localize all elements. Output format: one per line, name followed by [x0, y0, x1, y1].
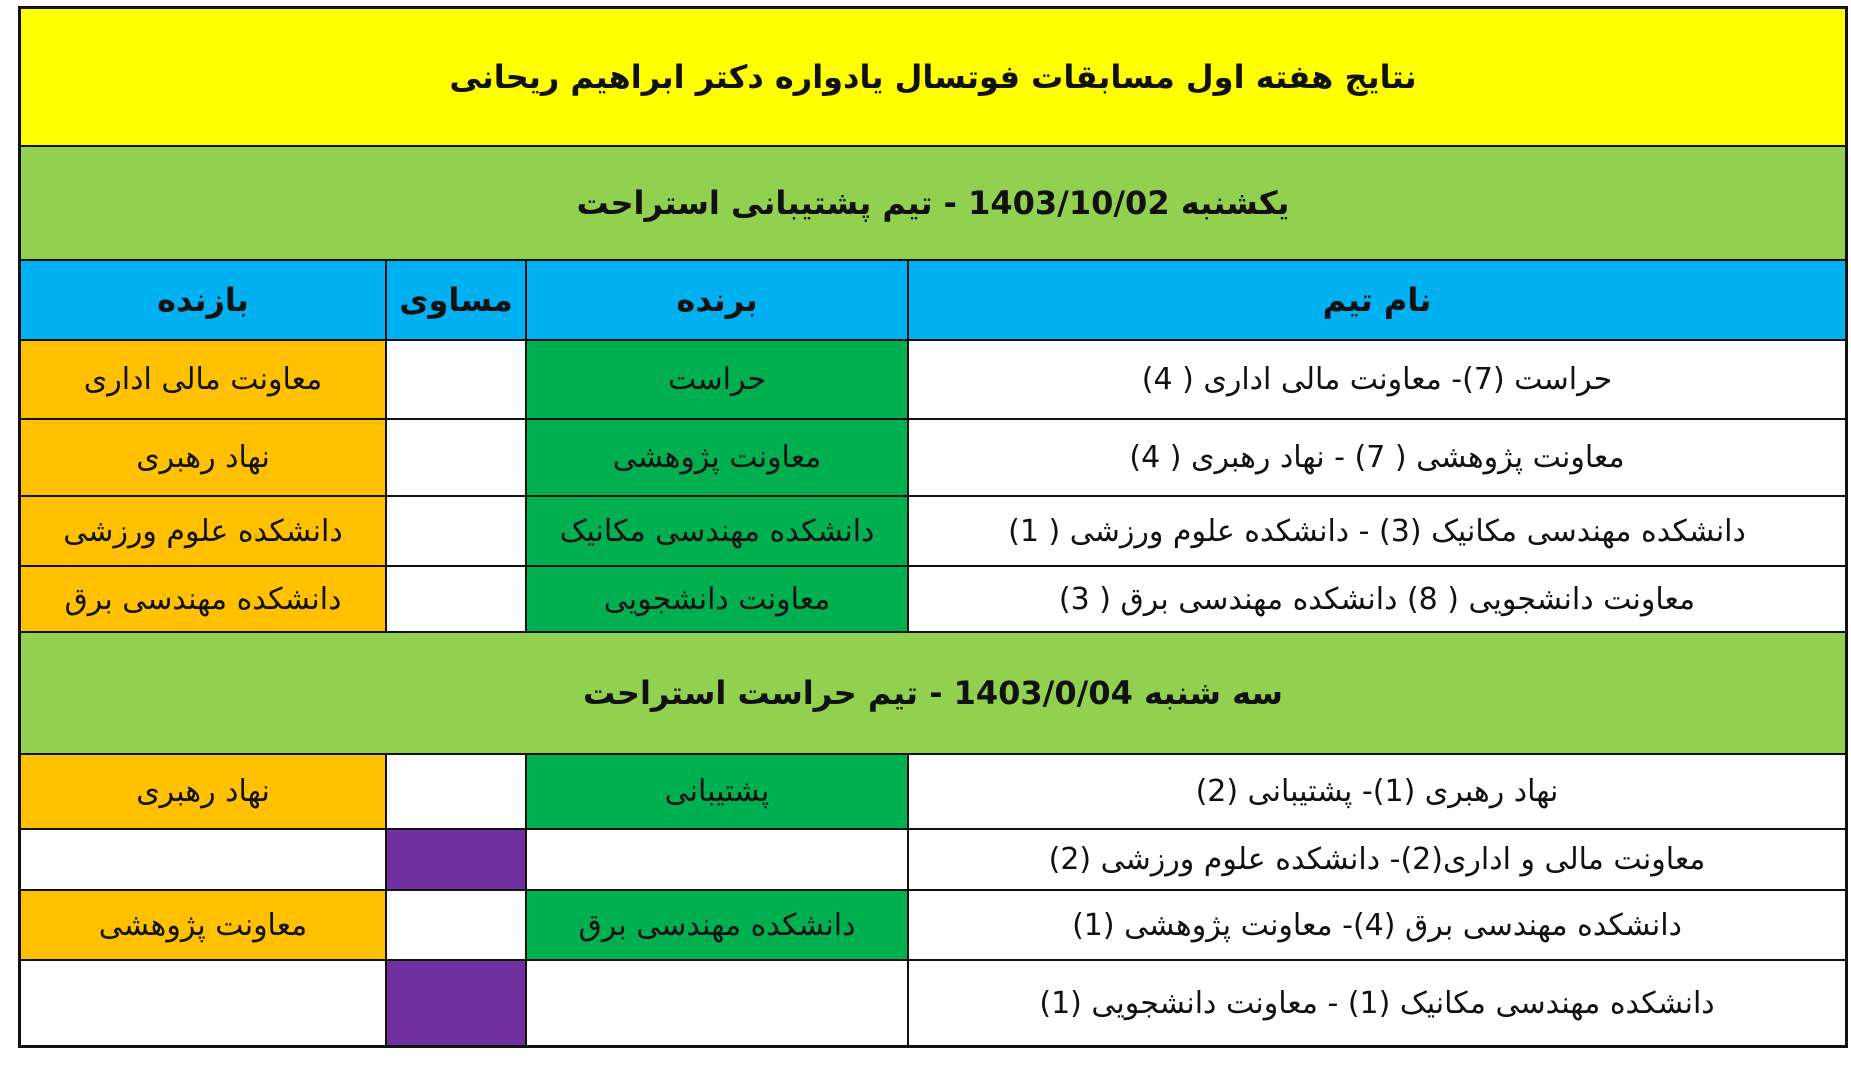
day1-label: یکشنبه 1403/10/02 - تیم پشتیبانی استراحت — [21, 147, 1845, 261]
match-teams: معاونت دانشجویی ( 8) دانشکده مهندسی برق ( 3) — [907, 567, 1845, 633]
match-draw — [385, 420, 525, 497]
match-winner: دانشکده مهندسی برق — [525, 891, 907, 961]
match-loser — [21, 830, 385, 891]
match-loser: معاونت مالی اداری — [21, 341, 385, 420]
match-draw-marker — [385, 961, 525, 1045]
results-table — [18, 6, 1848, 1048]
day2-label: سه شنبه 1403/0/04 - تیم حراست استراحت — [21, 633, 1845, 755]
header-loser: بازنده — [21, 261, 385, 341]
match-loser: معاونت پژوهشی — [21, 891, 385, 961]
header-winner: برنده — [525, 261, 907, 341]
match-winner — [525, 830, 907, 891]
match-winner: پشتیبانی — [525, 755, 907, 830]
header-team-name: نام تیم — [907, 261, 1845, 341]
match-teams: دانشکده مهندسی مکانیک (1) - معاونت دانشجویی (1) — [907, 961, 1845, 1045]
match-draw — [385, 567, 525, 633]
match-teams: معاونت پژوهشی ( 7) - نهاد رهبری ( 4) — [907, 420, 1845, 497]
table-title: نتایج هفته اول مسابقات فوتسال یادواره دکتر ابراهیم ریحانی — [21, 9, 1845, 147]
match-draw — [385, 891, 525, 961]
match-loser: دانشکده مهندسی برق — [21, 567, 385, 633]
match-winner: دانشکده مهندسی مکانیک — [525, 497, 907, 567]
match-winner: حراست — [525, 341, 907, 420]
match-teams: نهاد رهبری (1)- پشتیبانی (2) — [907, 755, 1845, 830]
match-winner — [525, 961, 907, 1045]
match-teams: دانشکده مهندسی برق (4)- معاونت پژوهشی (1) — [907, 891, 1845, 961]
match-draw — [385, 497, 525, 567]
match-winner: معاونت دانشجویی — [525, 567, 907, 633]
match-teams: دانشکده مهندسی مکانیک (3) - دانشکده علوم ورزشی ( 1) — [907, 497, 1845, 567]
match-draw — [385, 755, 525, 830]
match-loser: نهاد رهبری — [21, 755, 385, 830]
match-winner: معاونت پژوهشی — [525, 420, 907, 497]
header-draw: مساوی — [385, 261, 525, 341]
match-loser: نهاد رهبری — [21, 420, 385, 497]
match-draw-marker — [385, 830, 525, 891]
match-teams: حراست (7)- معاونت مالی اداری ( 4) — [907, 341, 1845, 420]
match-loser — [21, 961, 385, 1045]
match-draw — [385, 341, 525, 420]
match-teams: معاونت مالی و اداری(2)- دانشکده علوم ورزشی (2) — [907, 830, 1845, 891]
match-loser: دانشکده علوم ورزشی — [21, 497, 385, 567]
